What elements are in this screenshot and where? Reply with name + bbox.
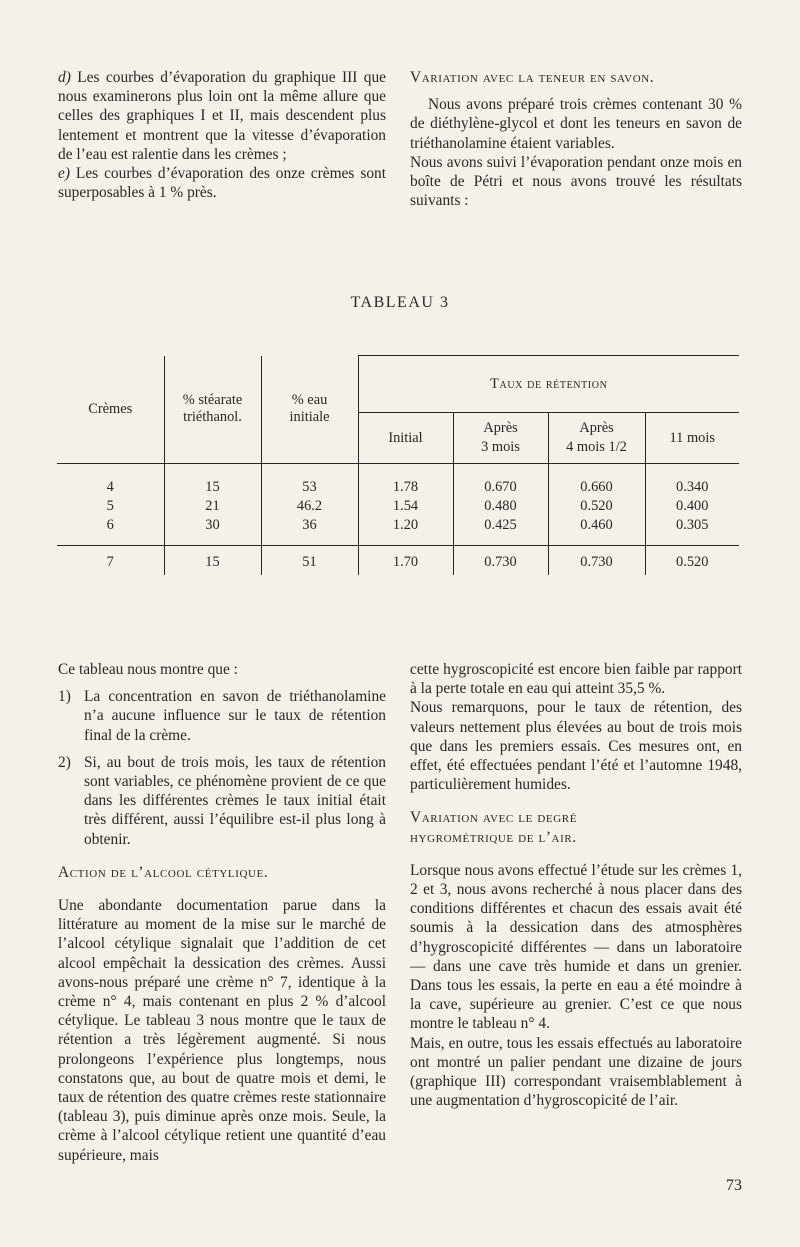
list-item-number: 2) xyxy=(58,753,71,771)
table-row: 4 15 53 1.78 0.670 0.660 0.340 xyxy=(57,464,739,498)
header-stearate-line1: % stéarate xyxy=(182,392,243,409)
list-item xyxy=(58,687,386,745)
item-d-letter: d) xyxy=(58,69,71,86)
section-heading-hygrometrie-line1: Variation avec le degré xyxy=(410,809,578,827)
intro-line: Ce tableau nous montre que : xyxy=(58,661,238,678)
header-apres-4-mois: Après 4 mois 1/2 xyxy=(548,413,645,464)
bottom-right-column xyxy=(410,660,742,1110)
top-left-column xyxy=(58,68,386,202)
page-number: 73 xyxy=(726,1177,742,1194)
list-item-number: 1) xyxy=(58,688,71,706)
header-stearate xyxy=(164,356,261,464)
paragraph: Nous remarquons, pour le taux de rétention, des valeurs nettement plus élevées au bout de trois mois que dans les premiers essais. Ces mesures ont, en effet, été effectuées pendant l’été et l’automne 1948, particulièrement humides. xyxy=(410,699,742,794)
header-eau-line2: initiale xyxy=(289,409,330,426)
bottom-left-column xyxy=(58,660,386,1165)
paragraph: Lorsque nous avons effectué l’étude sur les crèmes 1, 2 et 3, nous avons recherché à nous placer dans des conditions différentes et chacun des essais avait été soumis à la dessication dans des atmosphères d’hygroscopicité différentes — dans un laboratoire — dans une cave très humide et dans un grenier. Dans tous les essais, la perte en eau a été moindre à la cave, supérieure au grenier. C’est ce que nous montre le tableau n° 4. xyxy=(410,861,742,1033)
table-row: 6 30 36 1.20 0.425 0.460 0.305 xyxy=(57,516,739,546)
paragraph: cette hygroscopicité est encore bien faible par rapport à la perte totale en eau qui atteint 35,5 %. xyxy=(410,661,742,698)
header-eau xyxy=(261,356,358,464)
paragraph: Une abondante documentation parue dans la littérature au moment de la mise sur le marché de l’alcool cétylique signalait que l’addition de cet alcool empêchait la dessication des crèmes. Aussi avons-nous préparé une crème n° 7, identique à la crème n° 4, mais contenant en plus 2 % d’alcool cétylique. Le tableau 3 nous montre que le taux de rétention a très légèrement augmenté. Si nous prolongeons l’expérience plus longtemps, nous constatons que, au bout de quatre mois et demi, le taux de rétention des quatre crèmes reste stationnaire (tableau 3), puis diminue après onze mois. Seule, la crème à l’alcool cétylique retient une quantité d’eau supérieure, mais xyxy=(58,897,386,1164)
header-eau-line1: % eau xyxy=(291,392,328,409)
header-11-mois: 11 mois xyxy=(645,413,739,464)
item-d xyxy=(58,68,386,164)
paragraph: Nous avons préparé trois crèmes contenant 30 % de diéthylène-glycol et dont les teneurs en savon de triéthanolamine étaient variables. xyxy=(410,96,742,152)
section-heading-soap: Variation avec la teneur en savon. xyxy=(410,69,655,86)
section-heading-cetylique: Action de l’alcool cétylique. xyxy=(58,863,269,881)
header-cremes: Crèmes xyxy=(57,356,164,464)
header-stearate-line2: triéthanol. xyxy=(183,409,242,426)
paragraph: Mais, en outre, tous les essais effectués au laboratoire ont montré un palier pendant une dizaine de jours (graphique III) correspondant vraisemblablement à une augmentation d’hygroscopicité de l’air. xyxy=(410,1034,742,1110)
item-e-text: Les courbes d’évaporation des onze crèmes sont superposables à 1 % près. xyxy=(58,165,386,202)
header-taux-retention: Taux de rétention xyxy=(358,356,739,413)
table-row: 5 21 46.2 1.54 0.480 0.520 0.400 xyxy=(57,497,739,516)
list-item-text: La concentration en savon de triéthanolamine n’a aucune influence sur le taux de rétention final de la crème. xyxy=(84,688,386,744)
item-d-text: Les courbes d’évaporation du graphique III que nous examinerons plus loin ont la même allure que celles des graphiques I et II, mais descendent plus lentement et montrent que la vitesse d’évaporation de l’eau est ralentie dans les crèmes ; xyxy=(58,69,386,163)
list-item xyxy=(58,753,386,849)
header-apres-3-mois: Après 3 mois xyxy=(453,413,548,464)
item-e-letter: e) xyxy=(58,165,70,183)
table-row: 7 15 51 1.70 0.730 0.730 0.520 xyxy=(57,546,739,576)
table-header-row xyxy=(57,356,739,413)
data-table xyxy=(57,355,739,575)
top-right-column xyxy=(410,68,742,210)
table-title: TABLEAU 3 xyxy=(350,294,450,311)
section-heading-hygrometrie-line2: hygrométrique de l’air. xyxy=(410,828,577,846)
list-item-text: Si, au bout de trois mois, les taux de rétention sont variables, ce phénomène provient de ce que dans les différentes crèmes le taux initial était très différent, aussi l’équilibre est-il plus long à obtenir. xyxy=(84,753,386,848)
header-initial: Initial xyxy=(358,413,453,464)
paragraph: Nous avons suivi l’évaporation pendant onze mois en boîte de Pétri et nous avons trouvé les résultats suivants : xyxy=(410,153,742,210)
item-e xyxy=(58,164,386,202)
